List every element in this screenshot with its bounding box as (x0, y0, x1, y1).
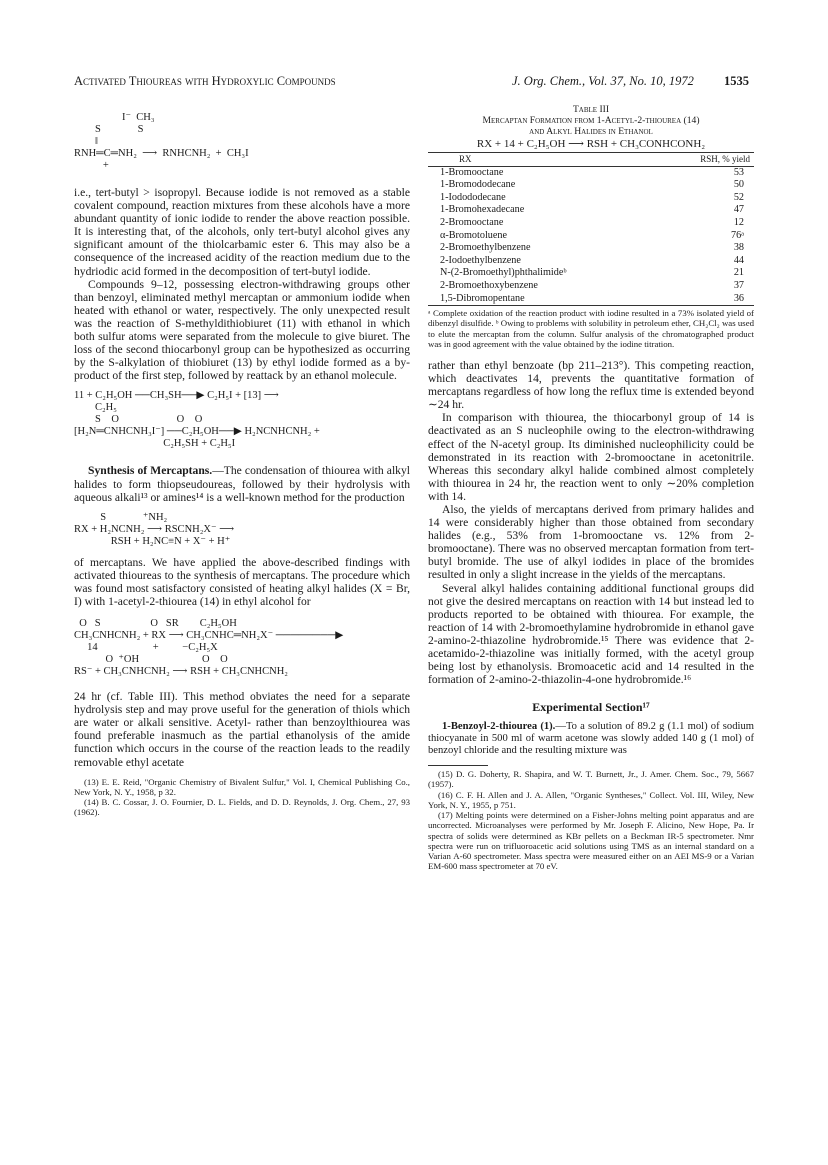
footnote: (13) E. E. Reid, "Organic Chemistry of Bivalent Sulfur," Vol. I, Chemical Publishing Co., New York, N. Y., 1958, p 32. (74, 776, 410, 797)
paragraph-text: —To a solution of 89.2 g (1.1 mol) of sodium thiocyanate in 500 ml of warm acetone was slowly added 140 g (1 mol) of benzoyl chloride and the resulting mixture was (428, 721, 754, 757)
table-row (428, 192, 754, 205)
table-row (428, 230, 754, 243)
scheme-3-line: RX + H₂NCNH₂ ⟶ RSCNH₂X⁻ ⟶ (74, 523, 235, 535)
table-equation: RX + 14 + C₂H₅OH ⟶ RSH + CH₃CONHCONH₂ (476, 138, 706, 150)
scheme-3 (74, 512, 410, 548)
scheme-4 (74, 618, 410, 678)
footnotes-left (74, 777, 410, 818)
rx-cell: 1-Bromohexadecane (440, 204, 525, 216)
paragraph: In comparison with thiourea, the thiocarbonyl group of 14 is deactivated as an S nucleophile owing to the electron-withdrawing effect of the N-acetyl group. Its diminished nucleophilicity could be demonstrated in its reaction with 2-bromooctane in acetonitrile. Whereas this secondary alkyl halide combined almost completely with thiourea in 24 hr, the reaction went to only ∼20% completion with 14. (428, 411, 754, 503)
paragraph: rather than ethyl benzoate (bp 211–213°). This competing reaction, which deactivates 14, prevents the quantitative formation of mercaptans regardless of how long the reflux time is extended beyond ∼24 hr. (428, 358, 754, 412)
paragraph: Several alkyl halides containing additional functional groups did not give the desired mercaptans on reaction with 14 but instead led to products reported to be obtained with thiourea. For example, the reaction of 14 with 2-bromoethylamine hydrobromide in ethanol gave 2-amino-2-thiazoline hydrobromide.¹⁵ There was evidence that 2-acetamido-2-thiazoline was initially formed, with the acetyl group being lost by ethanolysis. Bromoacetic acid and 14 resulted in the formation of 2-amino-2-thiazolin-4-one hydrobromide.¹⁶ (428, 581, 754, 687)
table-row (428, 217, 754, 230)
yield-cell: 53 (733, 166, 744, 178)
yield-cell: 50 (733, 179, 744, 191)
paragraph: Compounds 9–12, possessing electron-withdrawing groups other than benzoyl, eliminated methyl mercaptan or ammonium iodide when heated with ethanol or water, respectively. The only unexpected result was the reaction of S-methyldithiobiuret (11) with ethanol in which both sulfur atoms were separated from the molecule to give biuret. The loss of the second thiocarbonyl group can be hypothesized as occurring by the S-alkylation of thiobiuret (13) by ethyl iodide formed as a by-product of the first step, followed by reattack by an ethanol molecule. (74, 277, 410, 383)
table-row (428, 255, 754, 268)
yield-cell: 12 (733, 216, 744, 228)
section-heading: Experimental Section¹⁷ (532, 700, 650, 715)
paragraph: of mercaptans. We have applied the above-described findings with activated thioureas to the synthesis of mercaptans. The procedure which was found most satisfactory consisted of heating alkyl halides (X = Br, I) with 1-acetyl-2-thiourea (14) in ethyl alcohol for (74, 555, 410, 608)
table-row (428, 179, 754, 192)
table-row (428, 267, 754, 280)
table-body (428, 167, 754, 306)
scheme-2-line: 11 + C₂H₅OH ──CH₃SH──▶ C₂H₅I + [13] ⟶ (74, 390, 279, 402)
scheme-1-line: + (74, 160, 109, 171)
column-header: RSH, % yield (700, 154, 750, 164)
table-caption: Mercaptan Formation from 1-Acetyl-2-thiourea (14) (482, 115, 700, 126)
rx-cell: 1-Iodododecane (440, 191, 506, 203)
paragraph: Also, the yields of mercaptans derived from primary halides and 14 were considerably higher than those obtained from secondary halides (e.g., 53% from 1-bromooctane vs. 12% from 2-bromooctane). There was no observed mercaptan formation from tert-butyl bromide. The use of alkyl iodides in place of the bromides resulted in only a slight increase in the yields of the mercaptans. (428, 502, 754, 582)
rx-cell: α-Bromotoluene (440, 229, 508, 241)
paragraph (428, 721, 754, 757)
rx-cell: 2-Bromooctane (440, 216, 504, 228)
rx-cell: 2-Iodoethylbenzene (440, 254, 521, 266)
footnotes-right (428, 769, 754, 871)
scheme-3-line: S ⁺NH₂ (74, 511, 168, 523)
scheme-2-line: C₂H₅SH + C₂H₅I (74, 438, 236, 450)
table-row (428, 204, 754, 217)
scheme-4-line: CH₃CNHCNH₂ + RX ⟶ CH₃CNHC═NH₂X⁻ ────────▶ (74, 630, 344, 642)
table-row (428, 167, 754, 180)
yield-cell: 52 (733, 191, 744, 203)
right-column (428, 104, 754, 871)
journal-citation: J. Org. Chem., Vol. 37, No. 10, 1972 (512, 74, 694, 88)
scheme-2 (74, 390, 410, 450)
footnote: (14) B. C. Cossar, J. O. Fournier, D. L. Fields, and D. D. Reynolds, J. Org. Chem., 27, 93 (1962). (74, 797, 410, 818)
scheme-3-line: RSH + H₂NC≡N + X⁻ + H⁺ (74, 535, 231, 547)
yield-cell: 38 (733, 242, 744, 254)
table-title: Table III (572, 104, 610, 115)
scheme-1-line: ‖ (74, 136, 98, 147)
table-iii (428, 104, 754, 349)
scheme-4-line: O S O SR C₂H₅OH (74, 618, 237, 630)
footnote: (16) C. F. H. Allen and J. A. Allen, "Organic Syntheses," Collect. Vol. III, Wiley, New York, N. Y., 1955, p 751. (428, 789, 754, 810)
rx-cell: 1,5-Dibromopentane (440, 292, 525, 304)
scheme-2-line: C₂H₅ (74, 402, 117, 414)
table-row (428, 242, 754, 255)
paragraph: 24 hr (cf. Table III). This method obviates the need for a separate hydrolysis step and may prove useful for the generation of thiols which are water or alkali sensitive. Acetyl- rather than benzoylthiourea was found preferable inasmuch as the partial ethanolysis of the amide function which occurs in the course of the reaction leads to the readily removable ethyl acetate (74, 690, 410, 769)
paragraph: i.e., tert-butyl > isopropyl. Because iodide is not removed as a stable covalent compound, reaction mixtures from these alcohols have a more abundant quantity of ionic iodide to render the above reaction possible. It is interesting that, of the alcohols, only tert-butyl alcohol gives any significant amount of the thiolcarbamic ester 6. This may also be a consequence of the increased acidity of the reaction medium due to the hydriodic acid formed in the decomposition of tert-butyl iodide. (74, 186, 410, 278)
rx-cell: 2-Bromoethylbenzene (440, 242, 531, 254)
scheme-4-line: RS⁻ + CH₃CNHCNH₂ ⟶ RSH + CH₃CNHCNH₂ (74, 666, 288, 678)
table-row (428, 280, 754, 293)
yield-cell: 21 (733, 267, 744, 279)
scheme-4-line: 14 + −C₂H₅X (74, 642, 218, 654)
scheme-1-line: RNH═C═NH₂ ⟶ RNHCNH₂ + CH₃I (74, 148, 249, 159)
rx-cell: 2-Bromoethoxybenzene (440, 279, 538, 291)
yield-cell: 47 (733, 204, 744, 216)
yield-cell: 37 (733, 279, 744, 291)
yield-cell: 36 (733, 292, 744, 304)
section-heading: Synthesis of Mercaptans. (88, 464, 213, 478)
rx-cell: N-(2-Bromoethyl)phthalimideᵇ (440, 267, 567, 279)
paragraph (74, 464, 410, 503)
left-column (74, 112, 410, 817)
scheme-1-line: S S (74, 124, 144, 135)
page-number: 1535 (724, 74, 749, 88)
running-title: Activated Thioureas with Hydroxylic Compounds (74, 74, 336, 88)
rx-cell: 1-Bromooctane (440, 166, 504, 178)
footnote: (15) D. G. Doherty, R. Shapira, and W. T. Burnett, Jr., J. Amer. Chem. Soc., 79, 5667 (1957). (428, 769, 754, 790)
footnote: (17) Melting points were determined on a Fisher-Johns melting point apparatus and are uncorrected. Microanalyses were performed by Mr. Joseph F. Alicino, New Hope, Pa. Ir spectra of solids were determined as KBr pellets on a Beckman IR-5 spectrometer. Nmr spectra were run on trifluoroacetic acid solutions using TMS as an internal standard on a Varian A-60 spectrometer. Mass spectra were measured either on an AEI MS-9 or a Varian EM-600 mass spectrometer at 70 eV. (428, 810, 754, 872)
data-table (428, 153, 754, 166)
subheading: 1-Benzoyl-2-thiourea (1). (442, 721, 556, 733)
paragraph-text: —The condensation of thiourea with alkyl halides to form thiopseudoureas, followed by their hydrolysis with aqueous alkali¹³ or amines¹⁴ is a well-known method for the production (74, 464, 410, 504)
scheme-4-line: O ⁺OH O O (74, 654, 228, 666)
scheme-2-line: [H₂N═CNHCNH₃I⁻] ──C₂H₅OH──▶ H₂NCNHCNH₂ + (74, 426, 320, 438)
scheme-1 (74, 124, 410, 172)
table-note: ᵃ Complete oxidation of the reaction product with iodine resulted in a 73% isolated yield of dibenzyl disulfide. ᵇ Owing to problems with solubility in petroleum ether, CH₂Cl₂ was used to elute the mercaptan from the column. Sulfur analysis of the chromatographed product was in good agreement with the value obtained by the iodine titration. (428, 308, 754, 349)
yield-cell: 44 (733, 254, 744, 266)
table-caption: and Alkyl Halides in Ethanol (529, 126, 653, 137)
rx-cell: 1-Bromododecane (440, 179, 516, 191)
table-row (428, 293, 754, 306)
yield-cell: 76ᵃ (731, 229, 744, 241)
column-header: RX (458, 154, 472, 164)
scheme-2-line: S O O O (74, 414, 203, 426)
scheme-1-top: I⁻ CH₃ (122, 112, 155, 123)
